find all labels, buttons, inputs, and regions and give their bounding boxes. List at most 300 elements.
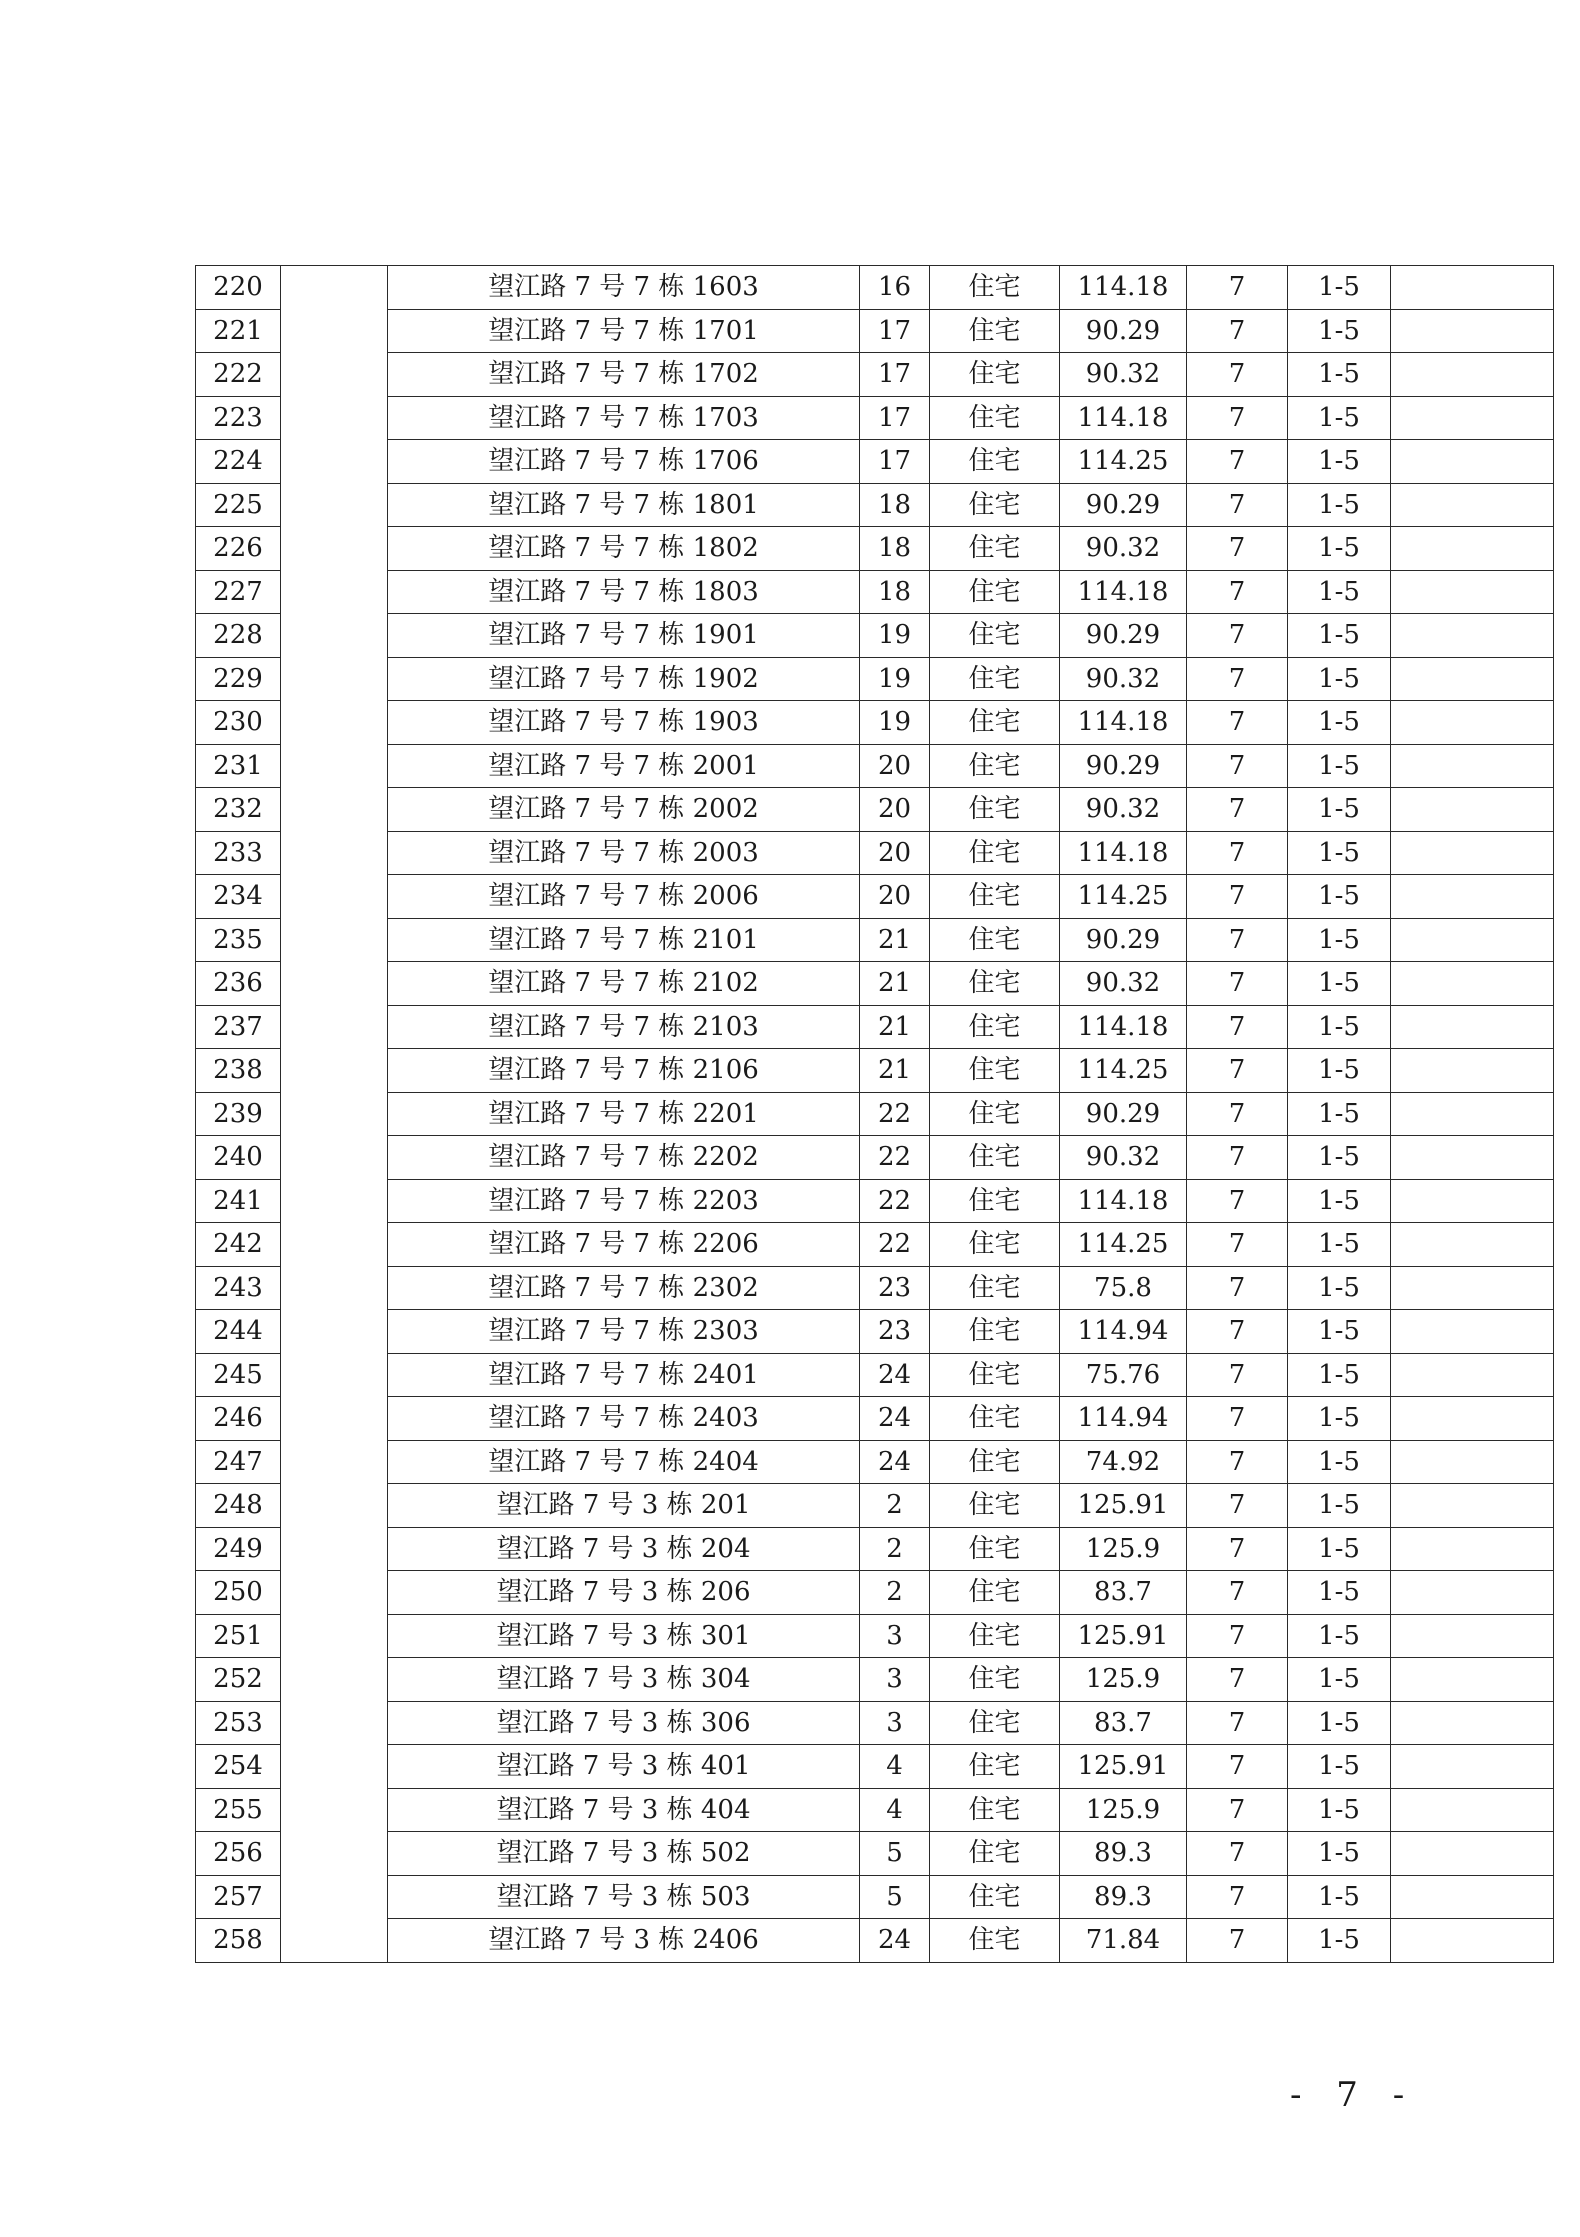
empty-cell: [1391, 744, 1554, 788]
address-cell: 望江路 7 号 7 栋 2003: [388, 831, 860, 875]
address-cell: 望江路 7 号 7 栋 1603: [388, 266, 860, 310]
area-cell: 114.18: [1060, 1005, 1187, 1049]
blank-cell: [281, 1353, 388, 1397]
use-type-cell: 住宅: [930, 962, 1060, 1006]
value-cell: 7: [1187, 1875, 1288, 1919]
empty-cell: [1391, 309, 1554, 353]
address-cell: 望江路 7 号 3 栋 306: [388, 1701, 860, 1745]
floor-cell: 21: [860, 962, 930, 1006]
range-cell: 1-5: [1288, 1049, 1391, 1093]
area-cell: 114.18: [1060, 1179, 1187, 1223]
floor-cell: 19: [860, 657, 930, 701]
address-cell: 望江路 7 号 3 栋 301: [388, 1614, 860, 1658]
table-row: [196, 1614, 1554, 1658]
value-cell: 7: [1187, 1136, 1288, 1180]
row-number-cell: 232: [196, 788, 281, 832]
use-type-cell: 住宅: [930, 831, 1060, 875]
address-cell: 望江路 7 号 7 栋 1902: [388, 657, 860, 701]
range-cell: 1-5: [1288, 483, 1391, 527]
table-row: [196, 1701, 1554, 1745]
blank-cell: [281, 1223, 388, 1267]
address-cell: 望江路 7 号 7 栋 1803: [388, 570, 860, 614]
floor-cell: 16: [860, 266, 930, 310]
range-cell: 1-5: [1288, 1005, 1391, 1049]
value-cell: 7: [1187, 266, 1288, 310]
empty-cell: [1391, 1875, 1554, 1919]
table-row: [196, 1005, 1554, 1049]
blank-cell: [281, 1527, 388, 1571]
table-container: [195, 265, 1554, 1963]
area-cell: 114.25: [1060, 440, 1187, 484]
row-number-cell: 224: [196, 440, 281, 484]
value-cell: 7: [1187, 701, 1288, 745]
empty-cell: [1391, 1310, 1554, 1354]
area-cell: 83.7: [1060, 1571, 1187, 1615]
range-cell: 1-5: [1288, 1310, 1391, 1354]
empty-cell: [1391, 1136, 1554, 1180]
empty-cell: [1391, 1701, 1554, 1745]
use-type-cell: 住宅: [930, 657, 1060, 701]
use-type-cell: 住宅: [930, 1571, 1060, 1615]
table-row: [196, 1397, 1554, 1441]
housing-table: [195, 265, 1554, 1963]
range-cell: 1-5: [1288, 962, 1391, 1006]
table-row: [196, 788, 1554, 832]
row-number-cell: 251: [196, 1614, 281, 1658]
row-number-cell: 243: [196, 1266, 281, 1310]
blank-cell: [281, 1875, 388, 1919]
table-row: [196, 527, 1554, 571]
blank-cell: [281, 1745, 388, 1789]
area-cell: 125.91: [1060, 1484, 1187, 1528]
blank-cell: [281, 440, 388, 484]
value-cell: 7: [1187, 962, 1288, 1006]
floor-cell: 23: [860, 1310, 930, 1354]
blank-cell: [281, 1571, 388, 1615]
floor-cell: 22: [860, 1179, 930, 1223]
range-cell: 1-5: [1288, 1919, 1391, 1963]
address-cell: 望江路 7 号 7 栋 2101: [388, 918, 860, 962]
blank-cell: [281, 1919, 388, 1963]
value-cell: 7: [1187, 1919, 1288, 1963]
area-cell: 125.9: [1060, 1658, 1187, 1702]
range-cell: 1-5: [1288, 614, 1391, 658]
use-type-cell: 住宅: [930, 1223, 1060, 1267]
area-cell: 90.29: [1060, 483, 1187, 527]
blank-cell: [281, 1614, 388, 1658]
use-type-cell: 住宅: [930, 309, 1060, 353]
range-cell: 1-5: [1288, 1353, 1391, 1397]
table-row: [196, 918, 1554, 962]
use-type-cell: 住宅: [930, 1353, 1060, 1397]
value-cell: 7: [1187, 570, 1288, 614]
address-cell: 望江路 7 号 3 栋 201: [388, 1484, 860, 1528]
table-row: [196, 1658, 1554, 1702]
blank-cell: [281, 614, 388, 658]
area-cell: 125.9: [1060, 1527, 1187, 1571]
row-number-cell: 249: [196, 1527, 281, 1571]
table-row: [196, 1832, 1554, 1876]
area-cell: 114.18: [1060, 266, 1187, 310]
value-cell: 7: [1187, 1658, 1288, 1702]
row-number-cell: 226: [196, 527, 281, 571]
use-type-cell: 住宅: [930, 1440, 1060, 1484]
use-type-cell: 住宅: [930, 1049, 1060, 1093]
range-cell: 1-5: [1288, 788, 1391, 832]
floor-cell: 22: [860, 1092, 930, 1136]
use-type-cell: 住宅: [930, 1919, 1060, 1963]
area-cell: 125.9: [1060, 1788, 1187, 1832]
area-cell: 89.3: [1060, 1875, 1187, 1919]
use-type-cell: 住宅: [930, 1701, 1060, 1745]
range-cell: 1-5: [1288, 744, 1391, 788]
value-cell: 7: [1187, 1092, 1288, 1136]
address-cell: 望江路 7 号 7 栋 2002: [388, 788, 860, 832]
address-cell: 望江路 7 号 3 栋 304: [388, 1658, 860, 1702]
range-cell: 1-5: [1288, 831, 1391, 875]
blank-cell: [281, 570, 388, 614]
value-cell: 7: [1187, 483, 1288, 527]
use-type-cell: 住宅: [930, 1527, 1060, 1571]
use-type-cell: 住宅: [930, 1310, 1060, 1354]
table-row: [196, 1484, 1554, 1528]
use-type-cell: 住宅: [930, 788, 1060, 832]
use-type-cell: 住宅: [930, 1136, 1060, 1180]
empty-cell: [1391, 1614, 1554, 1658]
address-cell: 望江路 7 号 3 栋 401: [388, 1745, 860, 1789]
empty-cell: [1391, 440, 1554, 484]
row-number-cell: 257: [196, 1875, 281, 1919]
area-cell: 114.25: [1060, 1049, 1187, 1093]
area-cell: 89.3: [1060, 1832, 1187, 1876]
table-row: [196, 831, 1554, 875]
range-cell: 1-5: [1288, 657, 1391, 701]
area-cell: 90.29: [1060, 918, 1187, 962]
range-cell: 1-5: [1288, 1875, 1391, 1919]
range-cell: 1-5: [1288, 875, 1391, 919]
table-row: [196, 353, 1554, 397]
table-row: [196, 744, 1554, 788]
table-body: [196, 266, 1554, 1963]
address-cell: 望江路 7 号 7 栋 2201: [388, 1092, 860, 1136]
area-cell: 114.25: [1060, 1223, 1187, 1267]
value-cell: 7: [1187, 875, 1288, 919]
value-cell: 7: [1187, 1745, 1288, 1789]
address-cell: 望江路 7 号 7 栋 2102: [388, 962, 860, 1006]
empty-cell: [1391, 1440, 1554, 1484]
range-cell: 1-5: [1288, 1092, 1391, 1136]
area-cell: 90.29: [1060, 744, 1187, 788]
address-cell: 望江路 7 号 7 栋 1801: [388, 483, 860, 527]
range-cell: 1-5: [1288, 1701, 1391, 1745]
address-cell: 望江路 7 号 3 栋 204: [388, 1527, 860, 1571]
use-type-cell: 住宅: [930, 744, 1060, 788]
range-cell: 1-5: [1288, 527, 1391, 571]
floor-cell: 4: [860, 1745, 930, 1789]
use-type-cell: 住宅: [930, 1484, 1060, 1528]
empty-cell: [1391, 875, 1554, 919]
range-cell: 1-5: [1288, 1745, 1391, 1789]
floor-cell: 23: [860, 1266, 930, 1310]
table-row: [196, 570, 1554, 614]
area-cell: 75.8: [1060, 1266, 1187, 1310]
area-cell: 90.29: [1060, 614, 1187, 658]
range-cell: 1-5: [1288, 440, 1391, 484]
table-row: [196, 1745, 1554, 1789]
table-row: [196, 483, 1554, 527]
blank-cell: [281, 1005, 388, 1049]
address-cell: 望江路 7 号 7 栋 2206: [388, 1223, 860, 1267]
table-row: [196, 1179, 1554, 1223]
blank-cell: [281, 483, 388, 527]
floor-cell: 3: [860, 1701, 930, 1745]
blank-cell: [281, 1788, 388, 1832]
use-type-cell: 住宅: [930, 1745, 1060, 1789]
floor-cell: 20: [860, 744, 930, 788]
area-cell: 90.32: [1060, 788, 1187, 832]
blank-cell: [281, 701, 388, 745]
floor-cell: 18: [860, 570, 930, 614]
floor-cell: 17: [860, 396, 930, 440]
empty-cell: [1391, 1092, 1554, 1136]
blank-cell: [281, 266, 388, 310]
area-cell: 114.18: [1060, 831, 1187, 875]
value-cell: 7: [1187, 1223, 1288, 1267]
range-cell: 1-5: [1288, 309, 1391, 353]
range-cell: 1-5: [1288, 1397, 1391, 1441]
area-cell: 90.32: [1060, 527, 1187, 571]
table-row: [196, 1875, 1554, 1919]
address-cell: 望江路 7 号 7 栋 2006: [388, 875, 860, 919]
floor-cell: 24: [860, 1919, 930, 1963]
table-row: [196, 1310, 1554, 1354]
table-row: [196, 1223, 1554, 1267]
floor-cell: 19: [860, 701, 930, 745]
blank-cell: [281, 875, 388, 919]
area-cell: 90.32: [1060, 353, 1187, 397]
row-number-cell: 229: [196, 657, 281, 701]
row-number-cell: 254: [196, 1745, 281, 1789]
range-cell: 1-5: [1288, 1484, 1391, 1528]
range-cell: 1-5: [1288, 266, 1391, 310]
address-cell: 望江路 7 号 7 栋 2103: [388, 1005, 860, 1049]
area-cell: 125.91: [1060, 1614, 1187, 1658]
empty-cell: [1391, 1484, 1554, 1528]
range-cell: 1-5: [1288, 1440, 1391, 1484]
range-cell: 1-5: [1288, 1614, 1391, 1658]
address-cell: 望江路 7 号 7 栋 2106: [388, 1049, 860, 1093]
empty-cell: [1391, 1571, 1554, 1615]
address-cell: 望江路 7 号 7 栋 1706: [388, 440, 860, 484]
blank-cell: [281, 1179, 388, 1223]
empty-cell: [1391, 962, 1554, 1006]
blank-cell: [281, 1701, 388, 1745]
use-type-cell: 住宅: [930, 1092, 1060, 1136]
empty-cell: [1391, 396, 1554, 440]
empty-cell: [1391, 527, 1554, 571]
floor-cell: 17: [860, 353, 930, 397]
empty-cell: [1391, 1658, 1554, 1702]
use-type-cell: 住宅: [930, 440, 1060, 484]
floor-cell: 20: [860, 831, 930, 875]
floor-cell: 21: [860, 918, 930, 962]
blank-cell: [281, 353, 388, 397]
blank-cell: [281, 1049, 388, 1093]
floor-cell: 19: [860, 614, 930, 658]
table-row: [196, 1353, 1554, 1397]
empty-cell: [1391, 266, 1554, 310]
area-cell: 90.29: [1060, 1092, 1187, 1136]
row-number-cell: 223: [196, 396, 281, 440]
row-number-cell: 239: [196, 1092, 281, 1136]
empty-cell: [1391, 701, 1554, 745]
row-number-cell: 248: [196, 1484, 281, 1528]
blank-cell: [281, 309, 388, 353]
table-row: [196, 657, 1554, 701]
range-cell: 1-5: [1288, 701, 1391, 745]
floor-cell: 5: [860, 1875, 930, 1919]
value-cell: 7: [1187, 1179, 1288, 1223]
blank-cell: [281, 1658, 388, 1702]
area-cell: 90.32: [1060, 1136, 1187, 1180]
row-number-cell: 244: [196, 1310, 281, 1354]
value-cell: 7: [1187, 1005, 1288, 1049]
use-type-cell: 住宅: [930, 1875, 1060, 1919]
use-type-cell: 住宅: [930, 1788, 1060, 1832]
row-number-cell: 237: [196, 1005, 281, 1049]
address-cell: 望江路 7 号 7 栋 2404: [388, 1440, 860, 1484]
use-type-cell: 住宅: [930, 396, 1060, 440]
blank-cell: [281, 962, 388, 1006]
floor-cell: 17: [860, 309, 930, 353]
row-number-cell: 238: [196, 1049, 281, 1093]
empty-cell: [1391, 1223, 1554, 1267]
page-number: - 7 -: [1290, 2075, 1417, 2115]
area-cell: 114.18: [1060, 396, 1187, 440]
address-cell: 望江路 7 号 7 栋 1701: [388, 309, 860, 353]
table-row: [196, 1440, 1554, 1484]
table-row: [196, 1266, 1554, 1310]
floor-cell: 24: [860, 1397, 930, 1441]
row-number-cell: 252: [196, 1658, 281, 1702]
floor-cell: 2: [860, 1527, 930, 1571]
empty-cell: [1391, 353, 1554, 397]
area-cell: 74.92: [1060, 1440, 1187, 1484]
use-type-cell: 住宅: [930, 483, 1060, 527]
row-number-cell: 236: [196, 962, 281, 1006]
range-cell: 1-5: [1288, 570, 1391, 614]
value-cell: 7: [1187, 657, 1288, 701]
table-row: [196, 875, 1554, 919]
range-cell: 1-5: [1288, 1266, 1391, 1310]
value-cell: 7: [1187, 1832, 1288, 1876]
table-row: [196, 1527, 1554, 1571]
use-type-cell: 住宅: [930, 701, 1060, 745]
use-type-cell: 住宅: [930, 1658, 1060, 1702]
value-cell: 7: [1187, 1701, 1288, 1745]
value-cell: 7: [1187, 396, 1288, 440]
empty-cell: [1391, 788, 1554, 832]
floor-cell: 18: [860, 527, 930, 571]
empty-cell: [1391, 1832, 1554, 1876]
address-cell: 望江路 7 号 7 栋 2001: [388, 744, 860, 788]
row-number-cell: 246: [196, 1397, 281, 1441]
address-cell: 望江路 7 号 7 栋 1903: [388, 701, 860, 745]
value-cell: 7: [1187, 1484, 1288, 1528]
empty-cell: [1391, 1266, 1554, 1310]
use-type-cell: 住宅: [930, 1397, 1060, 1441]
floor-cell: 22: [860, 1223, 930, 1267]
use-type-cell: 住宅: [930, 614, 1060, 658]
area-cell: 83.7: [1060, 1701, 1187, 1745]
empty-cell: [1391, 483, 1554, 527]
address-cell: 望江路 7 号 7 栋 2202: [388, 1136, 860, 1180]
row-number-cell: 231: [196, 744, 281, 788]
value-cell: 7: [1187, 440, 1288, 484]
use-type-cell: 住宅: [930, 1832, 1060, 1876]
blank-cell: [281, 1832, 388, 1876]
address-cell: 望江路 7 号 3 栋 2406: [388, 1919, 860, 1963]
floor-cell: 2: [860, 1484, 930, 1528]
row-number-cell: 250: [196, 1571, 281, 1615]
row-number-cell: 256: [196, 1832, 281, 1876]
use-type-cell: 住宅: [930, 1005, 1060, 1049]
empty-cell: [1391, 1745, 1554, 1789]
blank-cell: [281, 657, 388, 701]
empty-cell: [1391, 1049, 1554, 1093]
row-number-cell: 220: [196, 266, 281, 310]
floor-cell: 17: [860, 440, 930, 484]
table-row: [196, 266, 1554, 310]
area-cell: 71.84: [1060, 1919, 1187, 1963]
empty-cell: [1391, 1397, 1554, 1441]
floor-cell: 22: [860, 1136, 930, 1180]
address-cell: 望江路 7 号 3 栋 206: [388, 1571, 860, 1615]
use-type-cell: 住宅: [930, 1614, 1060, 1658]
blank-cell: [281, 527, 388, 571]
area-cell: 114.25: [1060, 875, 1187, 919]
range-cell: 1-5: [1288, 1527, 1391, 1571]
table-row: [196, 1571, 1554, 1615]
empty-cell: [1391, 1353, 1554, 1397]
table-row: [196, 1788, 1554, 1832]
empty-cell: [1391, 1527, 1554, 1571]
floor-cell: 21: [860, 1005, 930, 1049]
empty-cell: [1391, 1788, 1554, 1832]
floor-cell: 21: [860, 1049, 930, 1093]
address-cell: 望江路 7 号 3 栋 503: [388, 1875, 860, 1919]
row-number-cell: 253: [196, 1701, 281, 1745]
row-number-cell: 255: [196, 1788, 281, 1832]
table-row: [196, 1049, 1554, 1093]
value-cell: 7: [1187, 1266, 1288, 1310]
area-cell: 90.29: [1060, 309, 1187, 353]
value-cell: 7: [1187, 1788, 1288, 1832]
row-number-cell: 233: [196, 831, 281, 875]
range-cell: 1-5: [1288, 396, 1391, 440]
address-cell: 望江路 7 号 3 栋 404: [388, 1788, 860, 1832]
floor-cell: 4: [860, 1788, 930, 1832]
table-row: [196, 309, 1554, 353]
row-number-cell: 234: [196, 875, 281, 919]
blank-cell: [281, 1136, 388, 1180]
address-cell: 望江路 7 号 7 栋 2401: [388, 1353, 860, 1397]
use-type-cell: 住宅: [930, 570, 1060, 614]
blank-cell: [281, 831, 388, 875]
floor-cell: 24: [860, 1440, 930, 1484]
table-row: [196, 1136, 1554, 1180]
use-type-cell: 住宅: [930, 266, 1060, 310]
